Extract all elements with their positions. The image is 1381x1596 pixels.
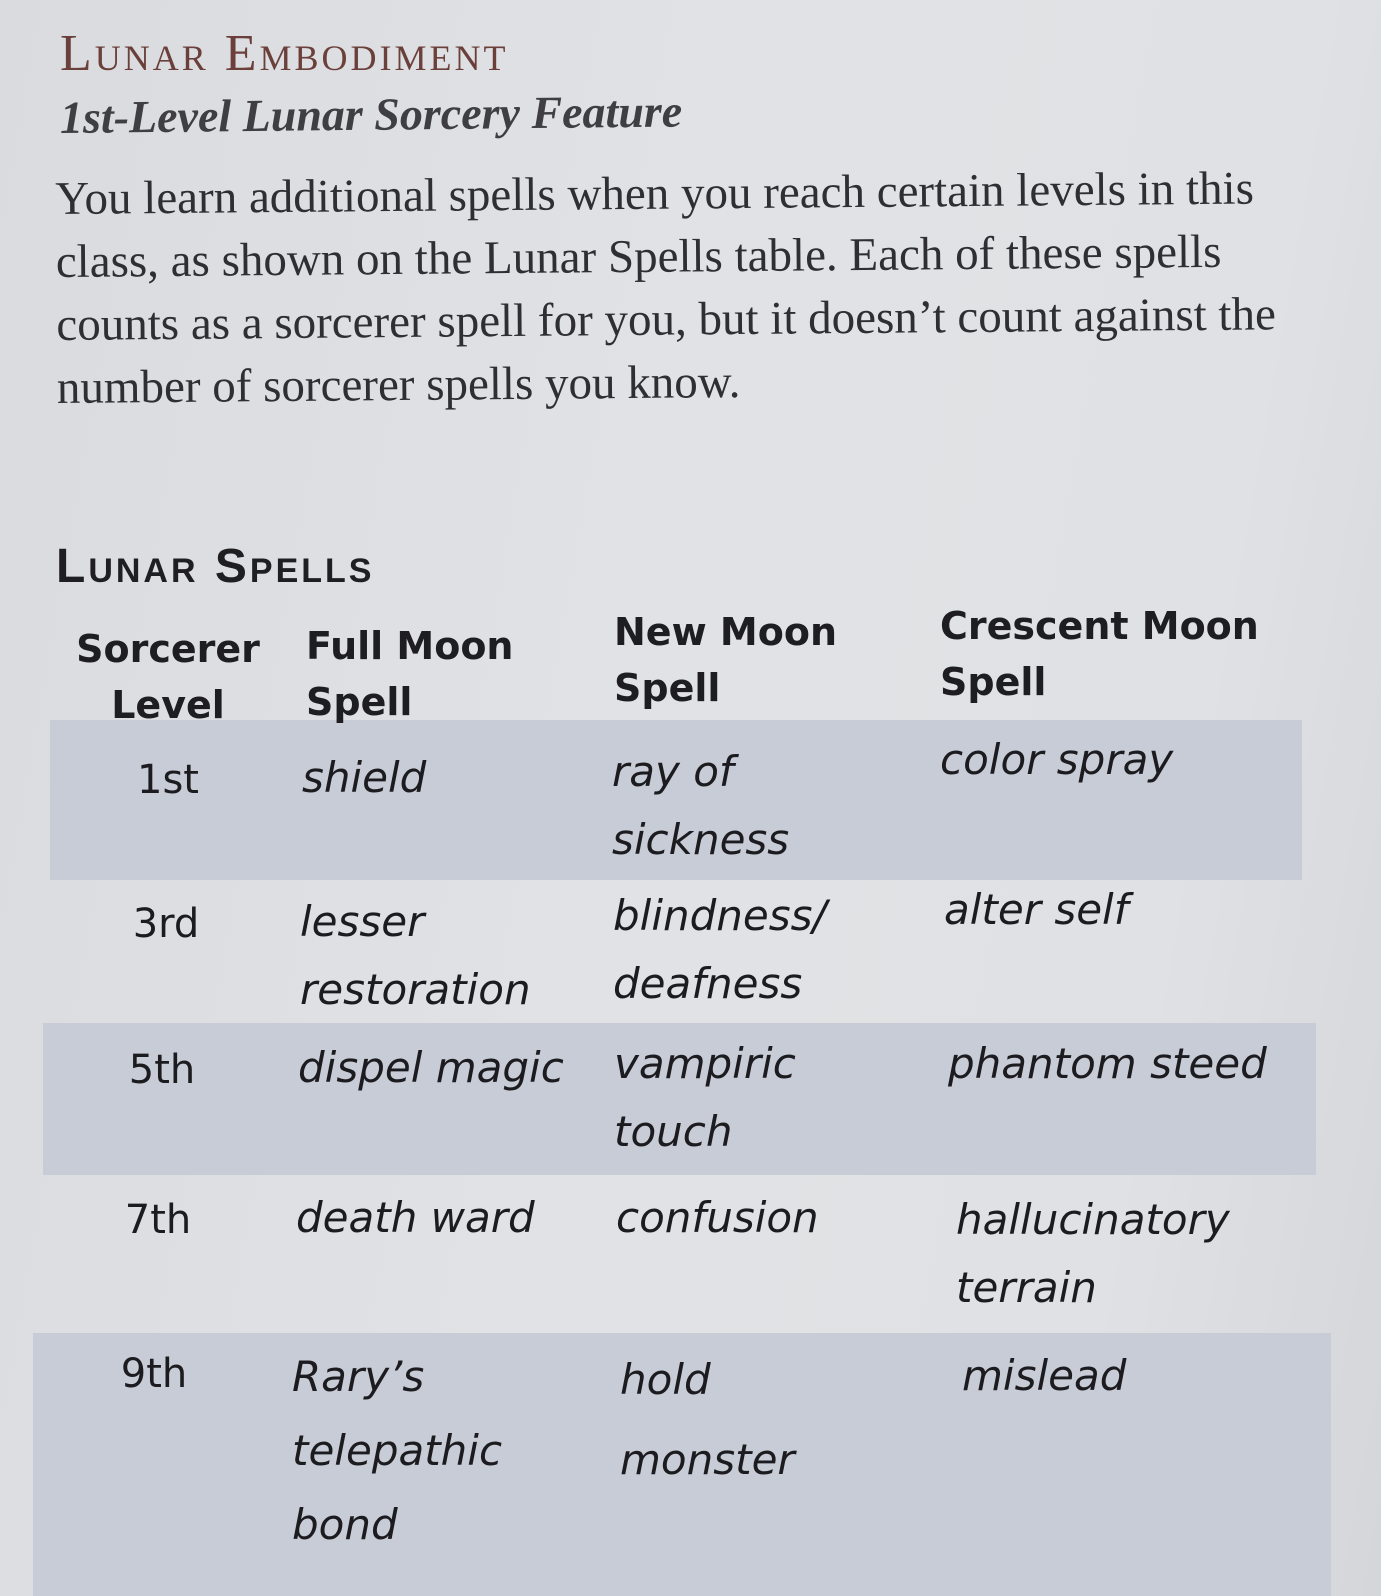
header-crescent-line1: Crescent Moon — [940, 604, 1259, 648]
header-full-line2: Spell — [306, 680, 413, 724]
row-5-full-moon — [298, 1034, 564, 1102]
row-3-full-line: restoration — [300, 965, 531, 1014]
row-7-level: 7th — [124, 1197, 192, 1243]
row-9-full-line: Rary’s — [292, 1352, 425, 1401]
row-5-new-moon — [614, 1030, 796, 1166]
row-1-crescent-moon — [940, 726, 1173, 794]
row-9-level: 9th — [120, 1351, 188, 1397]
row-3-full-moon — [300, 888, 531, 1024]
row-5-new-line: touch — [614, 1107, 733, 1156]
header-sorcerer-level — [68, 621, 268, 733]
row-3-new-line: blindness/ — [613, 891, 827, 940]
row-5-crescent-line: phantom steed — [948, 1039, 1267, 1088]
row-1-crescent-line: color spray — [940, 735, 1174, 784]
row-9-new-line: hold — [620, 1355, 711, 1404]
feature-title: Lunar Embodiment — [60, 25, 509, 82]
row-5-full-line: dispel magic — [298, 1043, 564, 1092]
row-9-crescent-line: mislead — [962, 1351, 1127, 1400]
header-level-line2: Level — [111, 683, 225, 727]
row-3-crescent-line: alter self — [944, 885, 1129, 934]
header-level-line1: Sorcerer — [76, 627, 260, 671]
row-9-full-line: bond — [292, 1500, 398, 1549]
row-9-crescent-moon — [962, 1342, 1126, 1410]
header-crescent-line2: Spell — [940, 660, 1047, 704]
row-1-full-moon — [302, 744, 426, 812]
row-1-full-line: shield — [302, 753, 427, 802]
row-3-crescent-moon — [944, 876, 1129, 944]
row-7-new-moon — [616, 1184, 819, 1252]
header-new-line1: New Moon — [614, 610, 837, 654]
row-9-full-moon — [292, 1340, 502, 1562]
header-full-moon-spell — [306, 618, 566, 730]
header-crescent-moon-spell — [940, 598, 1280, 710]
row-1-level: 1st — [137, 757, 199, 803]
row-5-crescent-moon — [948, 1030, 1267, 1098]
row-7-crescent-line: hallucinatory — [956, 1195, 1230, 1244]
row-7-full-moon — [296, 1184, 535, 1252]
header-new-moon-spell — [614, 604, 914, 716]
row-7-crescent-line: terrain — [956, 1263, 1097, 1312]
row-1-new-moon — [612, 738, 789, 874]
row-9-new-moon — [620, 1340, 795, 1500]
row-3-full-line: lesser — [300, 897, 425, 946]
row-1-new-line: ray of — [612, 747, 734, 796]
header-full-line1: Full Moon — [306, 624, 514, 668]
header-new-line2: Spell — [614, 666, 721, 710]
feature-body: You learn additional spells when you reach certain levels in this class, as shown on the Lunar Spells table. Each of these spells counts as a sorcerer spell for you, but it doesn’t count against the number of sorcerer spells you know. — [55, 162, 1277, 414]
table-title: Lunar Spells — [56, 540, 375, 593]
row-3-new-line: deafness — [613, 959, 803, 1008]
row-9-full-line: telepathic — [292, 1426, 503, 1475]
row-7-crescent-moon — [956, 1186, 1230, 1322]
row-5-level: 5th — [128, 1047, 196, 1093]
row-7-new-line: confusion — [616, 1193, 819, 1242]
feature-subtitle: 1st-Level Lunar Sorcery Feature — [59, 85, 683, 143]
row-3-new-moon — [613, 882, 827, 1018]
row-9-new-line: monster — [620, 1435, 795, 1484]
row-5-new-line: vampiric — [614, 1039, 796, 1088]
row-1-new-line: sickness — [612, 815, 790, 864]
row-3-level: 3rd — [132, 901, 200, 947]
row-7-full-line: death ward — [296, 1193, 535, 1242]
